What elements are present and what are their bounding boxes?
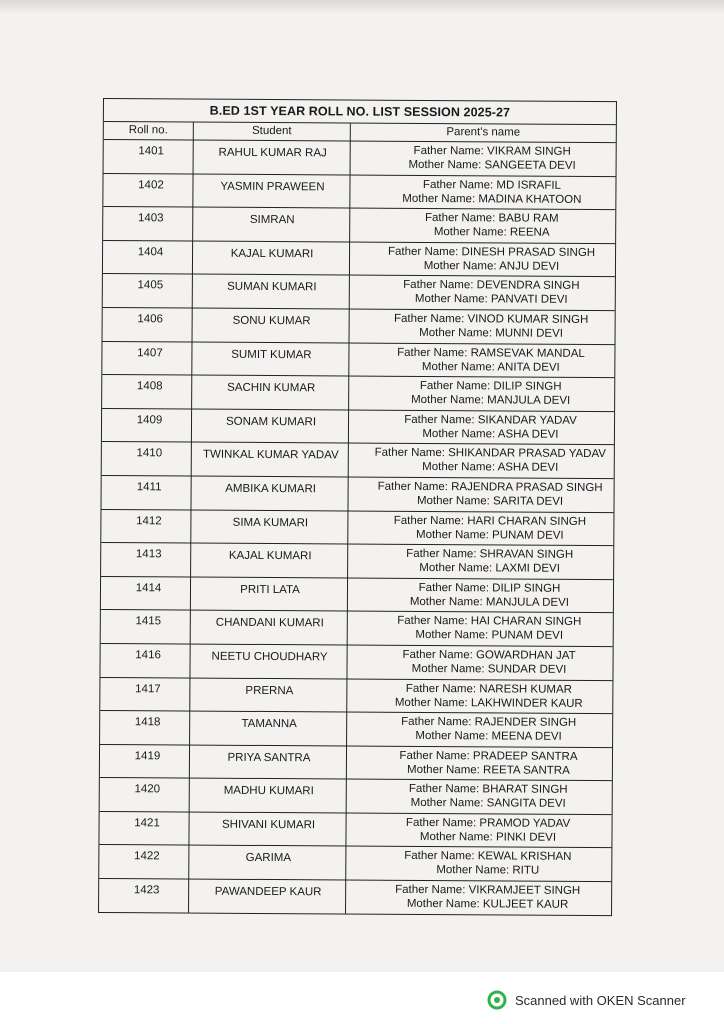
father-name: Father Name: VIKRAM SINGH (413, 144, 571, 158)
roll-number: 1404 (103, 241, 193, 274)
mother-name: Mother Name: MEENA DEVI (415, 730, 562, 743)
father-name: Father Name: PRADEEP SANTRA (399, 749, 578, 763)
table-row (100, 745, 612, 782)
table-row (101, 476, 613, 513)
roll-number: 1411 (101, 476, 191, 509)
parent-names (349, 410, 614, 444)
father-name: Father Name: GOWARDHAN JAT (402, 648, 576, 662)
father-name: Father Name: SHRAVAN SINGH (406, 547, 574, 562)
father-name: Father Name: HARI CHARAN SINGH (393, 514, 587, 528)
table-row (102, 409, 614, 446)
table-row (102, 442, 614, 479)
parent-names (350, 242, 615, 276)
table-row (101, 543, 613, 580)
mother-name: Mother Name: MUNNI DEVI (419, 326, 563, 340)
table-row (100, 778, 612, 815)
mother-name: Mother Name: MANJULA DEVI (409, 595, 570, 609)
student-name: SIMRAN (193, 208, 350, 242)
student-name: SONAM KUMARI (192, 409, 349, 443)
student-name: RAHUL KUMAR RAJ (194, 141, 351, 175)
mother-name: Mother Name: MANJULA DEVI (411, 394, 571, 408)
father-name: Father Name: SIKANDAR YADAV (404, 413, 577, 427)
table-row (99, 845, 611, 882)
oken-scanner-logo-icon (487, 990, 507, 1010)
mother-name: Mother Name: SUNDAR DEVI (411, 662, 567, 676)
table-title: B.ED 1ST YEAR ROLL NO. LIST SESSION 2025-27 (104, 99, 616, 125)
header-student: Student (194, 123, 351, 141)
mother-name: Mother Name: SARITA DEVI (416, 494, 564, 508)
table-row (99, 879, 611, 915)
table-row (104, 140, 616, 177)
father-name: Father Name: NARESH KUMAR (405, 682, 573, 696)
parent-names (349, 444, 614, 478)
parent-names (348, 545, 613, 579)
header-roll: Roll no. (104, 122, 194, 140)
student-name: CHANDANI KUMARI (191, 611, 348, 645)
father-name: Father Name: SHIKANDAR PRASAD YADAV (374, 447, 607, 461)
mother-name: Mother Name: SANGITA DEVI (410, 797, 566, 811)
father-name: Father Name: RAJENDER SINGH (401, 715, 577, 729)
father-name: Father Name: VINOD KUMAR SINGH (393, 312, 589, 326)
student-name: SONU KUMAR (193, 309, 350, 343)
parent-names (348, 612, 613, 646)
father-name: Father Name: KEWAL KRISHAN (404, 850, 572, 864)
roll-number: 1405 (103, 274, 193, 307)
mother-name: Mother Name: ANITA DEVI (421, 360, 560, 374)
mother-name: Mother Name: ANJU DEVI (423, 259, 560, 273)
table-row (100, 677, 612, 714)
mother-name: Mother Name: PANVATI DEVI (414, 293, 568, 307)
student-name: AMBIKA KUMARI (191, 476, 348, 510)
table-row (101, 510, 613, 547)
roll-number: 1422 (99, 845, 189, 878)
mother-name: Mother Name: REETA SANTRA (406, 763, 570, 777)
student-name: TAMANNA (190, 712, 347, 746)
parent-names (346, 813, 611, 847)
student-name: SHIVANI KUMARI (189, 812, 346, 846)
father-name: Father Name: BABU RAM (424, 212, 559, 225)
table-row (100, 644, 612, 681)
father-name: Father Name: BHARAT SINGH (408, 783, 568, 797)
father-name: Father Name: DILIP SINGH (418, 581, 561, 595)
mother-name: Mother Name: PINKI DEVI (419, 830, 557, 844)
father-name: Father Name: DINESH PRASAD SINGH (387, 245, 596, 259)
student-name: SUMIT KUMAR (192, 342, 349, 376)
father-name: Father Name: RAMSEVAK MANDAL (397, 346, 585, 360)
roll-number: 1419 (100, 745, 190, 778)
student-name: PRERNA (190, 678, 347, 712)
student-name: MADHU KUMARI (190, 779, 347, 813)
father-name: Father Name: VIKRAMJEET SINGH (395, 883, 581, 897)
student-name: YASMIN PRAWEEN (193, 174, 350, 208)
parent-names (347, 713, 612, 747)
table-row (102, 342, 614, 379)
parent-names (348, 477, 613, 511)
parent-names (346, 881, 611, 915)
roll-number: 1414 (101, 577, 191, 610)
parent-names (350, 209, 615, 243)
table-row (103, 241, 615, 278)
roll-number: 1403 (103, 207, 193, 240)
parent-names (348, 578, 613, 612)
watermark-text: Scanned with OKEN Scanner (515, 992, 686, 1008)
parent-names (347, 780, 612, 814)
table-body (99, 140, 616, 915)
parent-names (346, 847, 611, 881)
parent-names (350, 309, 615, 343)
roll-number: 1408 (102, 375, 192, 408)
roll-number: 1406 (103, 308, 193, 341)
student-name: SIMA KUMARI (191, 510, 348, 544)
parent-names (350, 276, 615, 310)
father-name: Father Name: MD ISRAFIL (422, 178, 562, 192)
roll-number: 1418 (100, 711, 190, 744)
mother-name: Mother Name: REENA (433, 226, 550, 239)
table-row (102, 375, 614, 412)
parent-names (349, 377, 614, 411)
roll-number: 1413 (101, 543, 191, 576)
mother-name: Mother Name: MADINA KHATOON (402, 192, 582, 206)
parent-names (350, 175, 615, 209)
student-name: NEETU CHOUDHARY (190, 644, 347, 678)
roll-number: 1421 (99, 812, 189, 845)
header-parent: Parent's name (446, 126, 521, 139)
scanner-watermark (487, 990, 686, 1010)
student-name: KAJAL KUMARI (191, 544, 348, 578)
table-row (101, 610, 613, 647)
parent-names (347, 645, 612, 679)
roll-number: 1410 (102, 442, 192, 475)
student-name: SUMAN KUMARI (193, 275, 350, 309)
father-name: Father Name: RAJENDRA PRASAD SINGH (377, 480, 603, 494)
mother-name: Mother Name: LAXMI DEVI (419, 562, 560, 575)
roll-number: 1407 (102, 342, 192, 375)
table-row (103, 174, 615, 211)
mother-name: Mother Name: SANGEETA DEVI (408, 158, 576, 172)
mother-name: Mother Name: RITU (436, 864, 540, 878)
roll-number: 1402 (103, 174, 193, 207)
parent-names (349, 343, 614, 377)
mother-name: Mother Name: ASHA DEVI (422, 461, 559, 475)
roll-list-table (98, 98, 617, 916)
table-row (101, 577, 613, 614)
roll-number: 1412 (101, 510, 191, 543)
parent-names (351, 142, 616, 176)
mother-name: Mother Name: KULJEET KAUR (406, 897, 569, 911)
roll-number: 1417 (100, 677, 190, 710)
table-row (103, 274, 615, 311)
table-row (103, 308, 615, 345)
roll-number: 1420 (100, 778, 190, 811)
table-row (99, 812, 611, 849)
father-name: Father Name: DEVENDRA SINGH (403, 279, 580, 293)
mother-name: Mother Name: ASHA DEVI (422, 427, 559, 441)
parent-names (347, 679, 612, 713)
student-name: TWINKAL KUMAR YADAV (192, 443, 349, 477)
student-name: PRITI LATA (191, 577, 348, 611)
mother-name: Mother Name: LAKHWINDER KAUR (394, 696, 583, 710)
parent-names (347, 746, 612, 780)
father-name: Father Name: PRAMOD YADAV (405, 816, 571, 830)
roll-number: 1415 (101, 610, 191, 643)
father-name: Father Name: HAI CHARAN SINGH (397, 615, 582, 629)
student-name: KAJAL KUMARI (193, 241, 350, 275)
roll-number: 1401 (104, 140, 194, 173)
student-name: PAWANDEEP KAUR (189, 880, 346, 914)
student-name: SACHIN KUMAR (192, 376, 349, 410)
table-row (100, 711, 612, 748)
roll-number: 1423 (99, 879, 189, 912)
scan-shadow (0, 0, 724, 14)
father-name: Father Name: DILIP SINGH (419, 380, 562, 393)
mother-name: Mother Name: PUNAM DEVI (415, 629, 564, 643)
student-name: GARIMA (189, 846, 346, 880)
roll-number: 1416 (100, 644, 190, 677)
student-name: PRIYA SANTRA (190, 745, 347, 779)
roll-number: 1409 (102, 409, 192, 442)
mother-name: Mother Name: PUNAM DEVI (415, 528, 564, 542)
parent-names (348, 511, 613, 545)
table-row (103, 207, 615, 244)
